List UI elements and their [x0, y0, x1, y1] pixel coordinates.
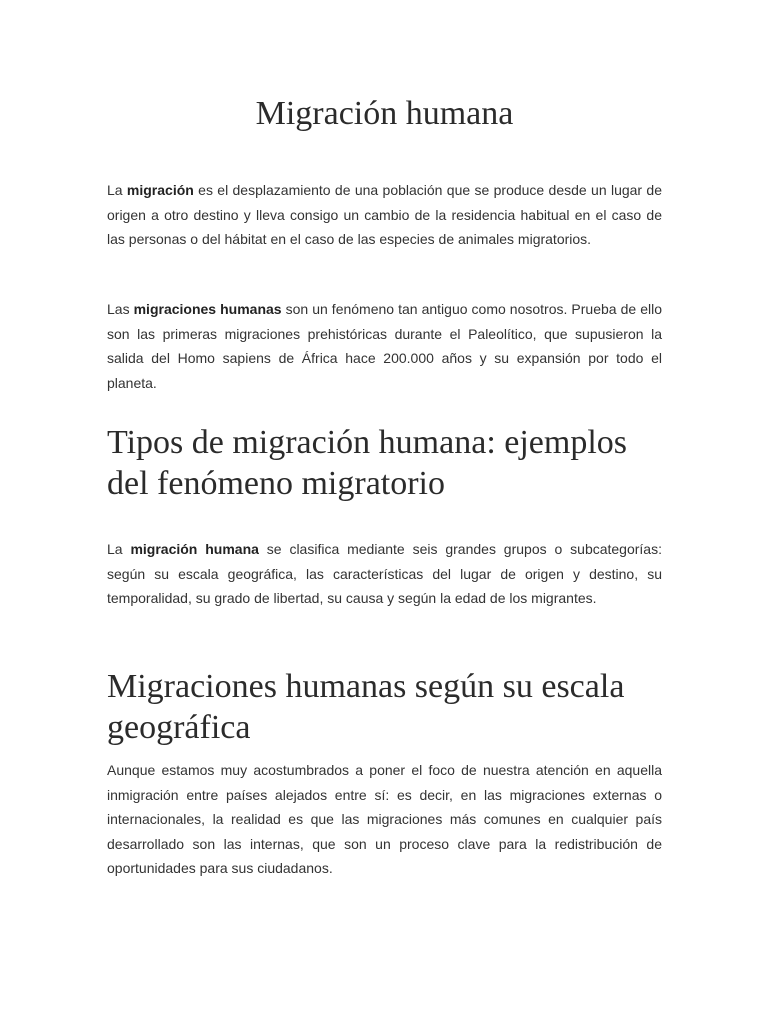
paragraph-text-lead: Las [107, 301, 134, 317]
paragraph-text-lead: La [107, 541, 131, 557]
paragraph-text: se clasifica mediante seis grandes grupos o subcategorías: según su escala geográfica, las características del lugar de origen y destino, su temporalidad, su grado de libertad, su causa y según la edad de los migrantes. [107, 541, 662, 606]
paragraph-clasificacion [107, 537, 662, 611]
paragraph-migraciones-humanas [107, 297, 662, 395]
section-heading-escala-geografica: Migraciones humanas según su escala geográfica [107, 668, 625, 746]
page-title: Migración humana [255, 95, 514, 132]
bold-term: migración humana [130, 541, 259, 557]
paragraph-escala-geografica: Aunque estamos muy acostumbrados a poner el foco de nuestra atención en aquella inmigración entre países alejados entre sí: es decir, en las migraciones externas o internacionales, la realidad es que las migraciones más comunes en cualquier país desarrollado son las internas, que son un proceso clave para la redistribución de oportunidades para sus ciudadanos. [107, 762, 662, 876]
paragraph-migracion-definition [107, 178, 662, 252]
paragraph-text: es el desplazamiento de una población que se produce desde un lugar de origen a otro destino y lleva consigo un cambio de la residencia habitual en el caso de las personas o del hábitat en el caso de las especies de animales migratorios. [107, 182, 662, 247]
paragraph-text: son un fenómeno tan antiguo como nosotros. Prueba de ello son las primeras migraciones prehistóricas durante el Paleolítico, que supusieron la salida del Homo sapiens de África hace 200.000 años y su expansión por todo el planeta. [107, 301, 662, 391]
bold-term: migración [126, 182, 194, 198]
bold-term: migraciones humanas [133, 301, 282, 317]
section-heading-tipos: Tipos de migración humana: ejemplos del fenómeno migratorio [107, 424, 628, 502]
paragraph-text-lead: La [107, 182, 127, 198]
